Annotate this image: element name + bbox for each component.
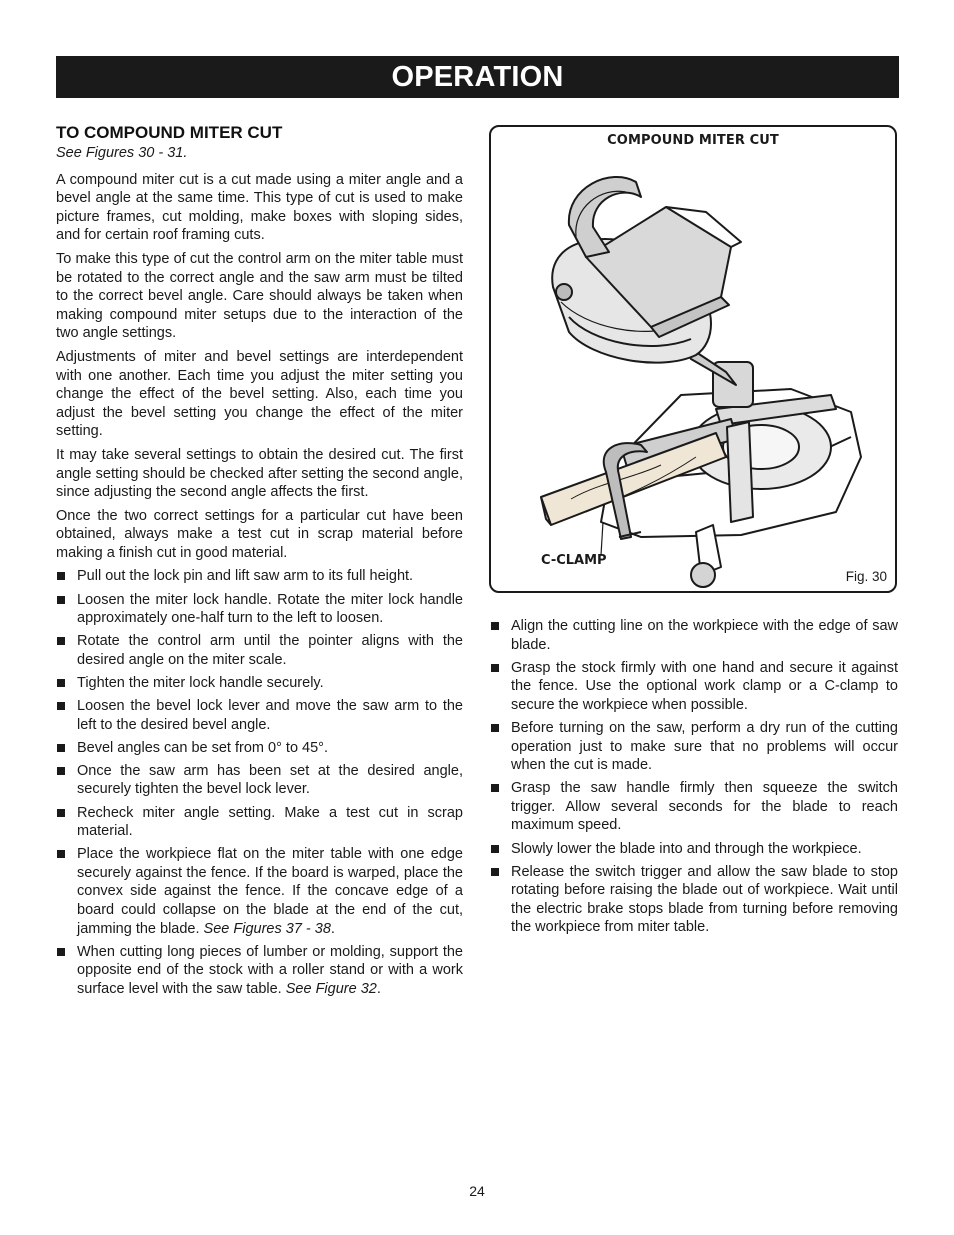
left-bullet-list: [56, 567, 463, 998]
square-bullet-icon: [57, 744, 65, 752]
list-item: Grasp the stock firmly with one hand and secure it against the fence. Use the optional work clamp or a C-clamp to secure the workpiece when possible.: [490, 659, 898, 715]
list-item: Recheck miter angle setting. Make a test cut in scrap material.: [56, 804, 463, 841]
right-column: [490, 617, 898, 942]
figure-reference: See Figures 37 - 38: [203, 920, 331, 937]
square-bullet-icon: [57, 809, 65, 817]
section-title: TO COMPOUND MITER CUT: [56, 123, 283, 142]
square-bullet-icon: [57, 679, 65, 687]
square-bullet-icon: [57, 767, 65, 775]
list-item: Place the workpiece flat on the miter table with one edge securely against the fence. If the board is warped, place the convex side against the fence. If the concave edge of a board could collapse on the blade at the end of the cut, jamming the blade. See Figures 37 - 38.: [56, 845, 463, 938]
paragraph-2: To make this type of cut the control arm on the miter table must be rotated to the correct angle and the saw arm must be tilted to the correct bevel angle. Care should always be taken when making compound miter setups due to the interaction of the two angle settings.: [56, 250, 463, 342]
list-item: Pull out the lock pin and lift saw arm to its full height.: [56, 567, 463, 586]
square-bullet-icon: [57, 596, 65, 604]
square-bullet-icon: [491, 784, 499, 792]
list-item: Grasp the saw handle firmly then squeeze the switch trigger. Allow several seconds for the blade to reach maximum speed.: [490, 779, 898, 835]
square-bullet-icon: [57, 637, 65, 645]
square-bullet-icon: [57, 572, 65, 580]
paragraph-3: Adjustments of miter and bevel settings are interdependent with one another. Each time you adjust the miter setting you change the effect of the bevel setting. Also, each time you adjust the bevel setting you change the effect of the miter setting.: [56, 348, 463, 440]
callout-leader-line: [601, 522, 603, 555]
paragraph-1: A compound miter cut is a cut made using a miter angle and a bevel angle at the same time. This type of cut is used to make picture frames, cut molding, make boxes with sloping sides, and for certain roof framing cuts.: [56, 171, 463, 244]
left-column: [56, 122, 463, 1003]
square-bullet-icon: [491, 664, 499, 672]
list-item: Once the saw arm has been set at the desired angle, securely tighten the bevel lock lever.: [56, 762, 463, 799]
section-header: OPERATION: [56, 56, 899, 98]
list-item: Align the cutting line on the workpiece with the edge of saw blade.: [490, 617, 898, 654]
list-item: Release the switch trigger and allow the saw blade to stop rotating before raising the blade out of workpiece. Wait until the electric brake stops blade from turning before removing the workpiece from miter table.: [490, 863, 898, 937]
paragraph-5: Once the two correct settings for a particular cut have been obtained, always make a test cut in scrap material before making a finish cut in good material.: [56, 507, 463, 561]
page-number: 24: [469, 1183, 485, 1199]
list-item: Slowly lower the blade into and through the workpiece.: [490, 840, 898, 859]
right-bullet-list: [490, 617, 898, 937]
list-item: When cutting long pieces of lumber or molding, support the opposite end of the stock with a roller stand or with a work surface level with the saw table. See Figure 32.: [56, 943, 463, 999]
square-bullet-icon: [491, 724, 499, 732]
list-item: Rotate the control arm until the pointer aligns with the desired angle on the miter scale.: [56, 632, 463, 669]
square-bullet-icon: [491, 845, 499, 853]
list-item: Loosen the bevel lock lever and move the saw arm to the left to the desired bevel angle.: [56, 697, 463, 734]
see-figures-reference: See Figures 30 - 31.: [56, 145, 188, 161]
miter-lock-handle: [691, 563, 715, 587]
figure-reference: See Figure 32: [285, 980, 377, 997]
figure-30: [489, 125, 897, 593]
list-item: Bevel angles can be set from 0° to 45°.: [56, 739, 463, 758]
list-item: Tighten the miter lock handle securely.: [56, 674, 463, 693]
list-item: Loosen the miter lock handle. Rotate the miter lock handle approximately one-half turn to the left to loosen.: [56, 591, 463, 628]
miter-saw-illustration: [491, 127, 895, 591]
square-bullet-icon: [57, 702, 65, 710]
paragraph-4: It may take several settings to obtain the desired cut. The first angle setting should be checked after setting the second angle, since adjusting the second angle affects the first.: [56, 446, 463, 501]
square-bullet-icon: [491, 622, 499, 630]
figure-number: Fig. 30: [845, 569, 887, 584]
lock-pin-knob: [556, 284, 572, 300]
square-bullet-icon: [57, 948, 65, 956]
square-bullet-icon: [57, 850, 65, 858]
c-clamp-callout: C-CLAMP: [541, 553, 607, 568]
square-bullet-icon: [491, 868, 499, 876]
list-item: Before turning on the saw, perform a dry run of the cutting operation just to make sure that no problems will occur when the cut is made.: [490, 719, 898, 775]
figure-title: COMPOUND MITER CUT: [607, 133, 779, 148]
